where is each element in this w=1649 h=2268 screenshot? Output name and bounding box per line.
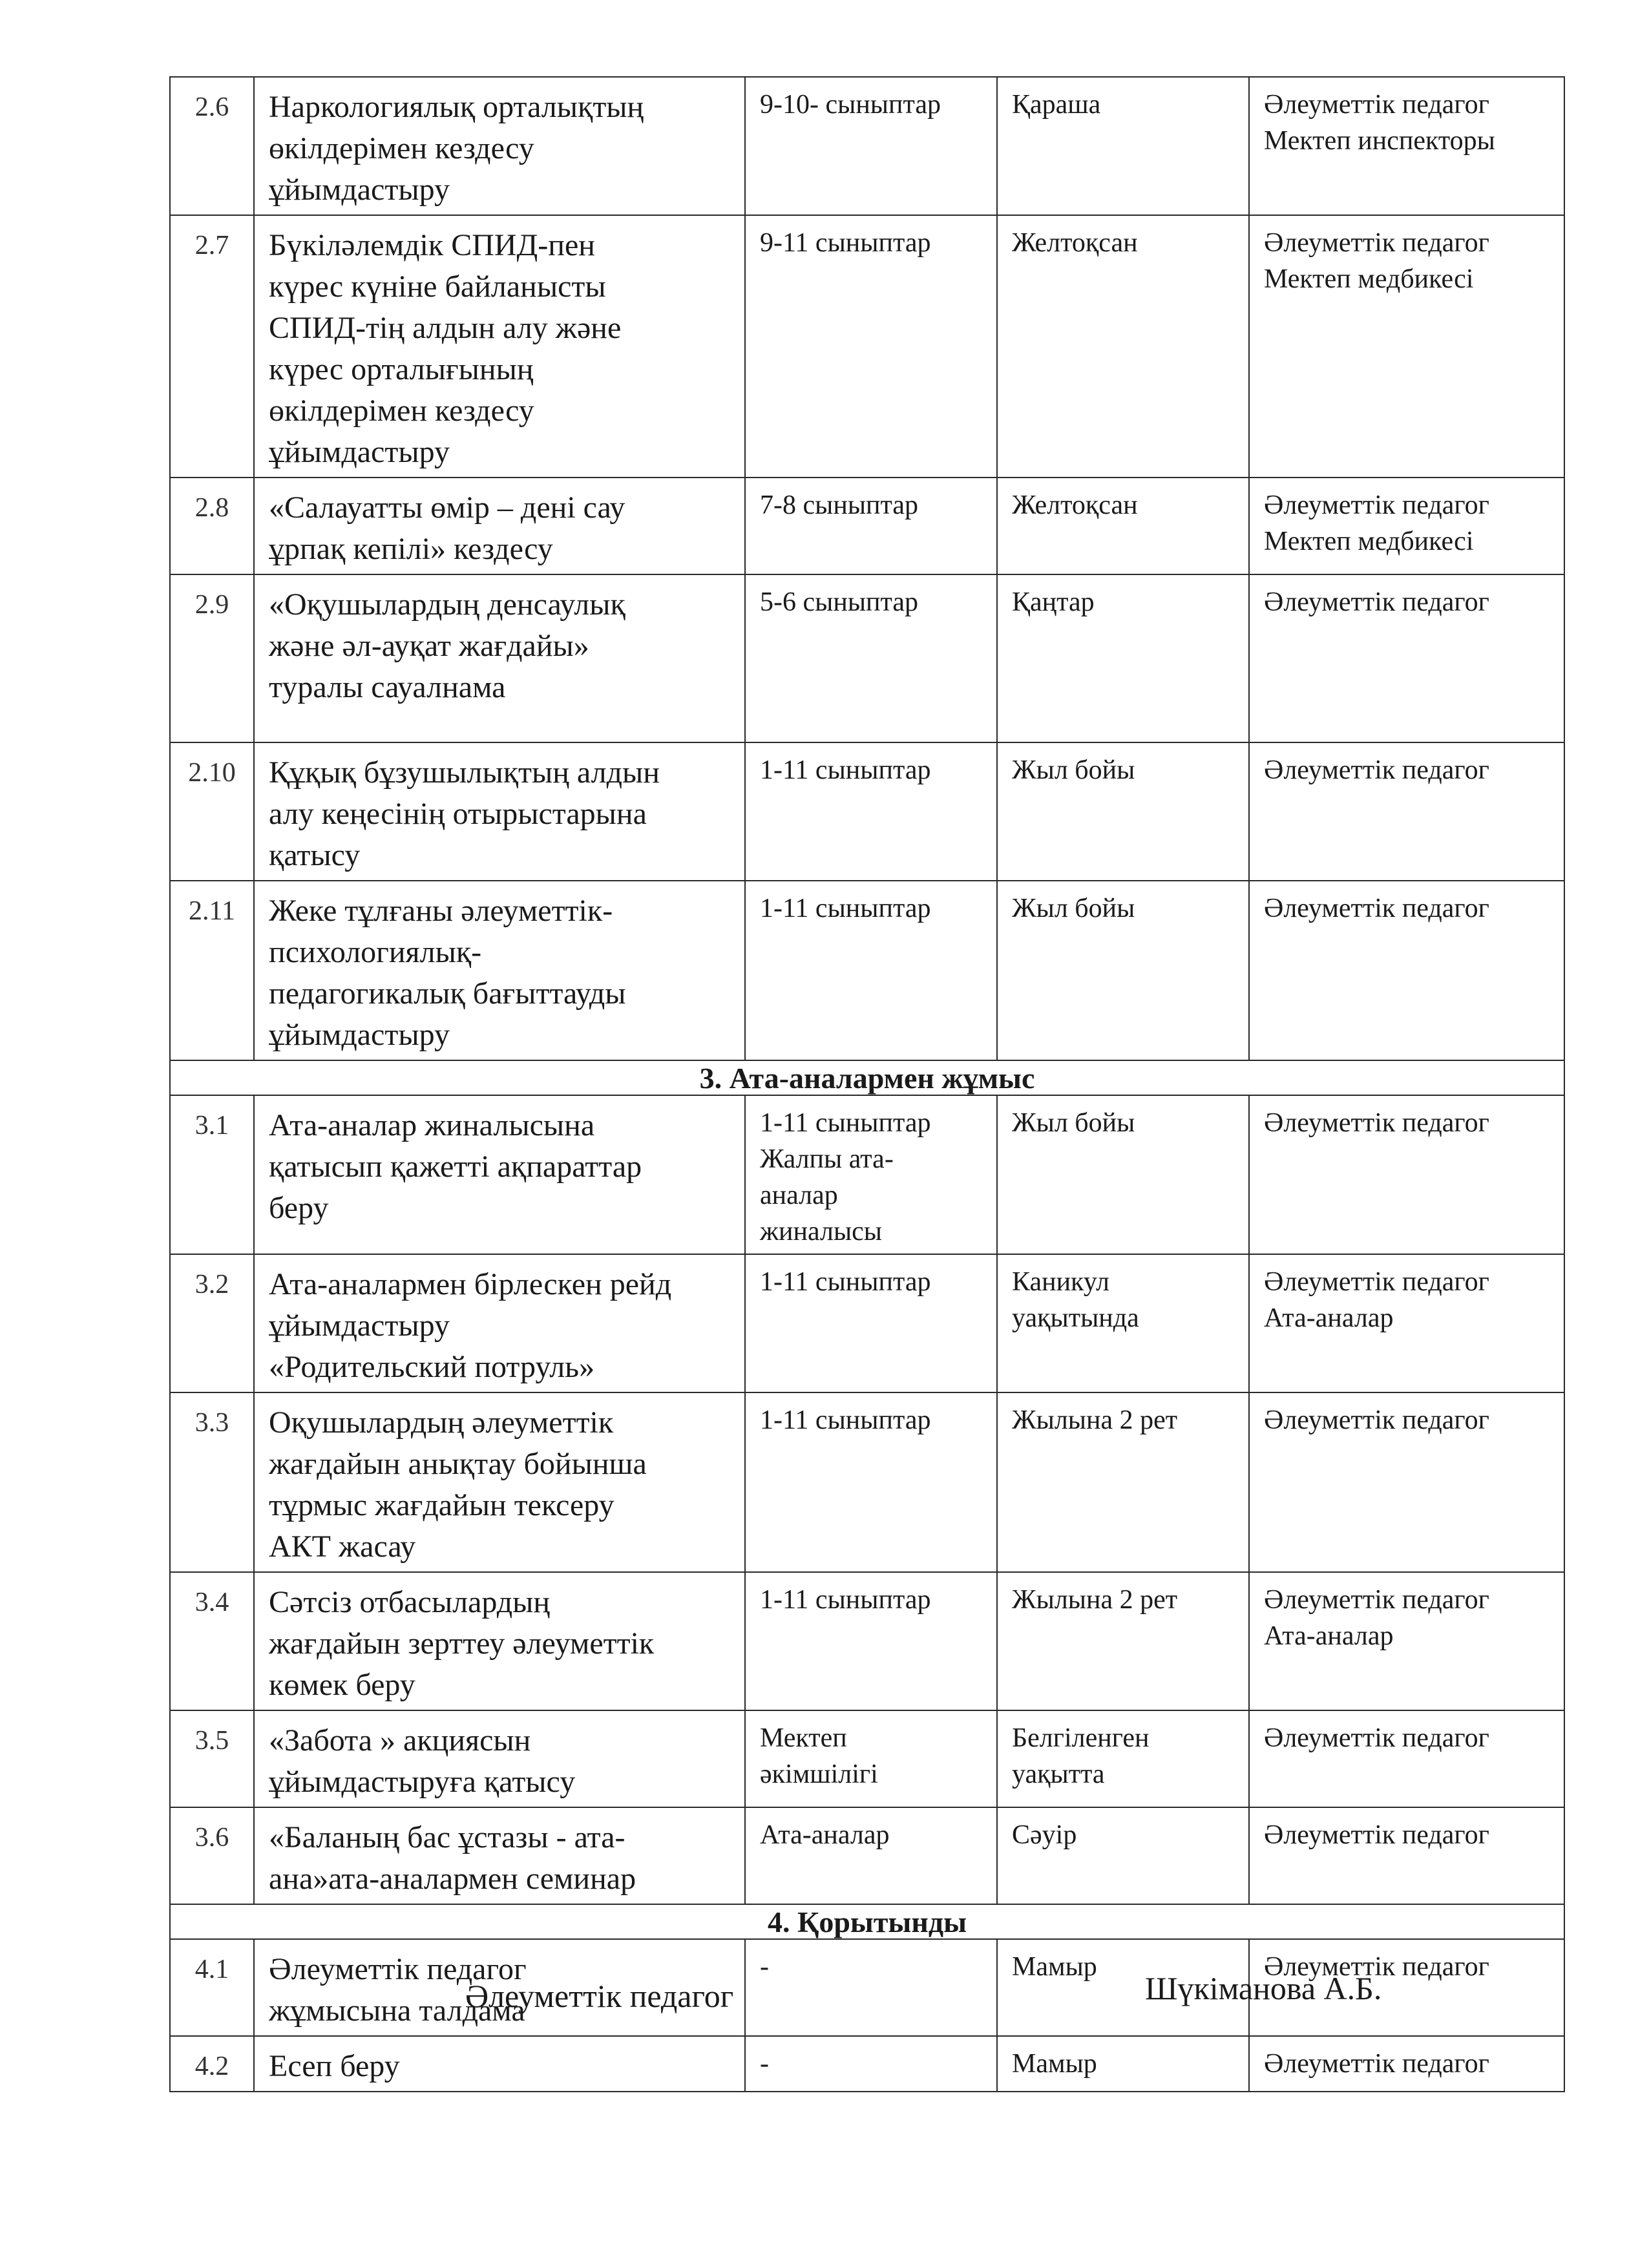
term-cell: Желтоқсан <box>997 215 1249 478</box>
participants-cell: 1-11 сыныптар <box>745 1572 997 1710</box>
activity-cell: Оқушылардың әлеуметтік жағдайын анықтау бойынша тұрмыс жағдайын тексеру АКТ жасау <box>254 1392 745 1572</box>
table-row <box>170 1807 1564 1904</box>
term-cell: Жыл бойы <box>997 881 1249 1060</box>
responsible-cell: Әлеуметтік педагог <box>1249 1095 1564 1254</box>
table-row <box>170 478 1564 574</box>
activity-cell: «Салауатты өмір – дені сау ұрпақ кепілі» кездесу <box>254 478 745 574</box>
participants-cell: - <box>745 1939 997 2036</box>
responsible-cell: Әлеуметтік педагог Ата-аналар <box>1249 1572 1564 1710</box>
responsible-cell: Әлеуметтік педагог <box>1249 1710 1564 1807</box>
responsible-cell: Әлеуметтік педагог Мектеп инспекторы <box>1249 77 1564 215</box>
term-cell: Жыл бойы <box>997 742 1249 881</box>
row-number: 3.5 <box>170 1710 254 1807</box>
participants-cell: Мектеп әкімшілігі <box>745 1710 997 1807</box>
section-row <box>170 1060 1564 1095</box>
participants-cell: 5-6 сыныптар <box>745 574 997 742</box>
responsible-cell: Әлеуметтік педагог Мектеп медбикесі <box>1249 215 1564 478</box>
table-row <box>170 215 1564 478</box>
term-cell: Желтоқсан <box>997 478 1249 574</box>
row-number: 2.6 <box>170 77 254 215</box>
responsible-cell: Әлеуметтік педагог <box>1249 881 1564 1060</box>
section-4-header-group <box>170 1904 1564 1939</box>
plan-table <box>169 76 1565 2092</box>
row-number: 3.3 <box>170 1392 254 1572</box>
term-cell: Мамыр <box>997 2036 1249 2092</box>
term-cell: Жылына 2 рет <box>997 1572 1249 1710</box>
signature-role: Әлеуметтік педагог <box>465 1978 734 2014</box>
activity-cell: Бүкіләлемдік СПИД-пен күрес күніне байланысты СПИД-тің алдын алу және күрес орталығының өкілдерімен кездесу ұйымдастыру <box>254 215 745 478</box>
term-cell: Жылына 2 рет <box>997 1392 1249 1572</box>
rows-section-2 <box>170 77 1564 1060</box>
participants-cell: 9-10- сыныптар <box>745 77 997 215</box>
activity-cell: Жеке тұлғаны әлеуметтік- психологиялық- педагогикалық бағыттауды ұйымдастыру <box>254 881 745 1060</box>
responsible-cell: Әлеуметтік педагог <box>1249 574 1564 742</box>
plan-table-container <box>169 76 1564 2092</box>
table-row <box>170 1710 1564 1807</box>
participants-cell: 7-8 сыныптар <box>745 478 997 574</box>
activity-cell: Наркологиялық орталықтың өкілдерімен кездесу ұйымдастыру <box>254 77 745 215</box>
participants-cell: 1-11 сыныптар <box>745 1392 997 1572</box>
activity-cell: Есеп беру <box>254 2036 745 2092</box>
participants-cell: 9-11 сыныптар <box>745 215 997 478</box>
activity-cell: «Баланың бас ұстазы - ата- ана»ата-аналармен семинар <box>254 1807 745 1904</box>
term-cell: Мамыр <box>997 1939 1249 2036</box>
term-cell: Белгіленген уақытта <box>997 1710 1249 1807</box>
term-cell: Сәуір <box>997 1807 1249 1904</box>
term-cell: Каникул уақытында <box>997 1254 1249 1392</box>
term-cell: Қаңтар <box>997 574 1249 742</box>
section-3-title: 3. Ата-аналармен жұмыс <box>170 1060 1564 1095</box>
table-row <box>170 77 1564 215</box>
responsible-cell: Әлеуметтік педагог <box>1249 1939 1564 2036</box>
table-row <box>170 1254 1564 1392</box>
activity-cell: Әлеуметтік педагог жұмысына талдама <box>254 1939 745 2036</box>
row-number: 2.8 <box>170 478 254 574</box>
row-number: 2.9 <box>170 574 254 742</box>
participants-cell: Ата-аналар <box>745 1807 997 1904</box>
participants-cell: 1-11 сыныптар <box>745 742 997 881</box>
responsible-cell: Әлеуметтік педагог Мектеп медбикесі <box>1249 478 1564 574</box>
activity-cell: «Оқушылардың денсаулық және әл-ауқат жағдайы» туралы сауалнама <box>254 574 745 742</box>
activity-cell: Құқық бұзушылықтың алдын алу кеңесінің отырыстарына қатысу <box>254 742 745 881</box>
table-row <box>170 1095 1564 1254</box>
section-row <box>170 1904 1564 1939</box>
table-row <box>170 742 1564 881</box>
signature-block <box>0 1970 1649 2029</box>
term-cell: Жыл бойы <box>997 1095 1249 1254</box>
table-row <box>170 1392 1564 1572</box>
participants-cell: 1-11 сыныптар <box>745 1254 997 1392</box>
section-4-title: 4. Қорытынды <box>170 1904 1564 1939</box>
term-cell: Қараша <box>997 77 1249 215</box>
activity-cell: Сәтсіз отбасылардың жағдайын зерттеу әлеуметтік көмек беру <box>254 1572 745 1710</box>
row-number: 3.4 <box>170 1572 254 1710</box>
table-row <box>170 881 1564 1060</box>
participants-cell: - <box>745 2036 997 2092</box>
rows-section-3 <box>170 1095 1564 1904</box>
responsible-cell: Әлеуметтік педагог <box>1249 1807 1564 1904</box>
responsible-cell: Әлеуметтік педагог Ата-аналар <box>1249 1254 1564 1392</box>
participants-cell: 1-11 сыныптар <box>745 881 997 1060</box>
row-number: 3.1 <box>170 1095 254 1254</box>
section-3-header-group <box>170 1060 1564 1095</box>
activity-cell: Ата-аналармен бірлескен рейд ұйымдастыру «Родительский потруль» <box>254 1254 745 1392</box>
activity-cell: «Забота » акциясын ұйымдастыруға қатысу <box>254 1710 745 1807</box>
table-row <box>170 1572 1564 1710</box>
row-number: 4.2 <box>170 2036 254 2092</box>
responsible-cell: Әлеуметтік педагог <box>1249 1392 1564 1572</box>
table-row <box>170 574 1564 742</box>
participants-cell: 1-11 сыныптар Жалпы ата- аналар жиналысы <box>745 1095 997 1254</box>
row-number: 2.11 <box>170 881 254 1060</box>
row-number: 3.2 <box>170 1254 254 1392</box>
row-number: 4.1 <box>170 1939 254 2036</box>
signature-name: Шүкіманова А.Б. <box>1145 1970 1382 2006</box>
row-number: 2.10 <box>170 742 254 881</box>
table-row <box>170 2036 1564 2092</box>
responsible-cell: Әлеуметтік педагог <box>1249 742 1564 881</box>
row-number: 2.7 <box>170 215 254 478</box>
row-number: 3.6 <box>170 1807 254 1904</box>
activity-cell: Ата-аналар жиналысына қатысып қажетті ақпараттар беру <box>254 1095 745 1254</box>
responsible-cell: Әлеуметтік педагог <box>1249 2036 1564 2092</box>
